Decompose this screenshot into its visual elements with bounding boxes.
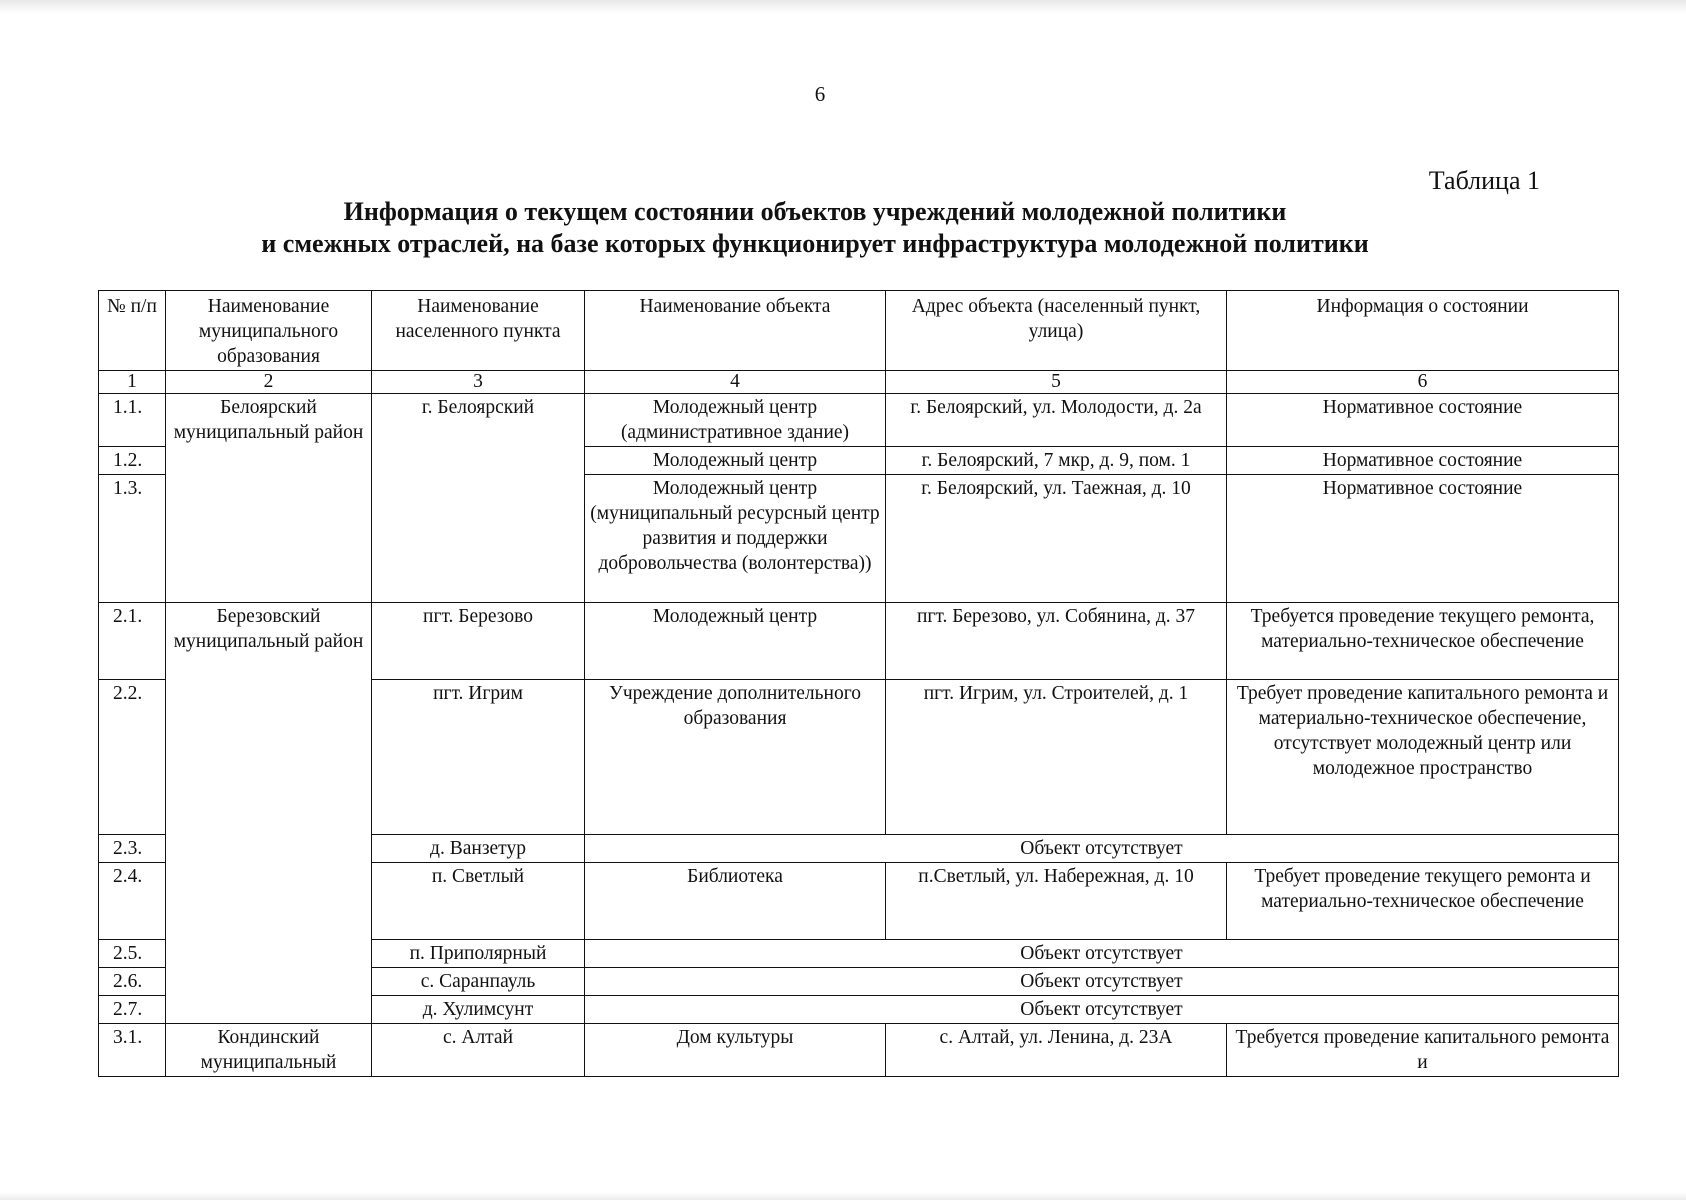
- status-cell: Требуется проведение капитального ремонта и: [1227, 1024, 1619, 1077]
- settlement-cell: пгт. Березово: [372, 603, 585, 680]
- table-header-row: [99, 291, 1619, 371]
- document-title: [200, 196, 1430, 260]
- page-number: 6: [814, 82, 826, 106]
- status-cell: Требует проведение текущего ремонта и материально-техническое обеспечение: [1227, 863, 1619, 940]
- no-object-cell: Объект отсутствует: [585, 968, 1619, 996]
- youth-policy-objects-table: [98, 290, 1619, 1077]
- header-settlement: Наименование населенного пункта: [372, 291, 585, 371]
- object-cell: Библиотека: [585, 863, 886, 940]
- address-cell: пгт. Березово, ул. Собянина, д. 37: [886, 603, 1227, 680]
- no-object-cell: Объект отсутствует: [585, 996, 1619, 1024]
- object-cell: Учреждение дополнительного образования: [585, 680, 886, 835]
- header-address: Адрес объекта (населенный пункт, улица): [886, 291, 1227, 371]
- object-cell: Молодежный центр: [585, 447, 886, 475]
- column-number: 5: [886, 371, 1227, 394]
- object-cell: Молодежный центр (муниципальный ресурсный центр развития и поддержки добровольчества (волонтерства)): [585, 475, 886, 603]
- row-number: 2.1.: [99, 603, 166, 680]
- title-line-1: Информация о текущем состоянии объектов учреждений молодежной политики: [343, 197, 1287, 226]
- column-number: 6: [1227, 371, 1619, 394]
- scan-bottom-edge: [0, 1192, 1686, 1200]
- row-number: 1.3.: [99, 475, 166, 603]
- address-cell: с. Алтай, ул. Ленина, д. 23А: [886, 1024, 1227, 1077]
- row-number: 2.2.: [99, 680, 166, 835]
- row-number: 2.6.: [99, 968, 166, 996]
- status-cell: Требует проведение капитального ремонта и материально-техническое обеспечение, отсутствует молодежный центр или молодежное пространство: [1227, 680, 1619, 835]
- status-cell: Нормативное состояние: [1227, 475, 1619, 603]
- municipality-cell: Березовский муниципальный район: [166, 603, 372, 1024]
- row-number: 1.2.: [99, 447, 166, 475]
- address-cell: г. Белоярский, 7 мкр, д. 9, пом. 1: [886, 447, 1227, 475]
- settlement-cell: г. Белоярский: [372, 394, 585, 603]
- table-row: [99, 394, 1619, 447]
- row-number: 2.7.: [99, 996, 166, 1024]
- table-row: [99, 1024, 1619, 1077]
- settlement-cell: д. Хулимсунт: [372, 996, 585, 1024]
- settlement-cell: д. Ванзетур: [372, 835, 585, 863]
- row-number: 2.4.: [99, 863, 166, 940]
- object-cell: Молодежный центр: [585, 603, 886, 680]
- status-cell: Нормативное состояние: [1227, 394, 1619, 447]
- settlement-cell: с. Алтай: [372, 1024, 585, 1077]
- header-object: Наименование объекта: [585, 291, 886, 371]
- column-numbers-row: [99, 371, 1619, 394]
- settlement-cell: с. Саранпауль: [372, 968, 585, 996]
- municipality-cell: Кондинский муниципальный: [166, 1024, 372, 1077]
- settlement-cell: п. Светлый: [372, 863, 585, 940]
- settlement-cell: пгт. Игрим: [372, 680, 585, 835]
- table-row: [99, 603, 1619, 680]
- row-number: 2.3.: [99, 835, 166, 863]
- row-number: 1.1.: [99, 394, 166, 447]
- municipality-cell: Белоярский муниципальный район: [166, 394, 372, 603]
- address-cell: г. Белоярский, ул. Молодости, д. 2а: [886, 394, 1227, 447]
- object-cell: Молодежный центр (административное здание): [585, 394, 886, 447]
- address-cell: г. Белоярский, ул. Таежная, д. 10: [886, 475, 1227, 603]
- header-municipality: Наименование муниципального образования: [166, 291, 372, 371]
- address-cell: пгт. Игрим, ул. Строителей, д. 1: [886, 680, 1227, 835]
- no-object-cell: Объект отсутствует: [585, 835, 1619, 863]
- column-number: 2: [166, 371, 372, 394]
- settlement-cell: п. Приполярный: [372, 940, 585, 968]
- title-line-2: и смежных отраслей, на базе которых функционирует инфраструктура молодежной политики: [261, 229, 1369, 258]
- status-cell: Требуется проведение текущего ремонта, материально-техническое обеспечение: [1227, 603, 1619, 680]
- object-cell: Дом культуры: [585, 1024, 886, 1077]
- table-label: Таблица 1: [1428, 166, 1540, 195]
- status-cell: Нормативное состояние: [1227, 447, 1619, 475]
- column-number: 1: [99, 371, 166, 394]
- address-cell: п.Светлый, ул. Набережная, д. 10: [886, 863, 1227, 940]
- no-object-cell: Объект отсутствует: [585, 940, 1619, 968]
- column-number: 3: [372, 371, 585, 394]
- row-number: 2.5.: [99, 940, 166, 968]
- row-number: 3.1.: [99, 1024, 166, 1077]
- column-number: 4: [585, 371, 886, 394]
- header-status: Информация о состоянии: [1227, 291, 1619, 371]
- header-num: № п/п: [99, 291, 166, 371]
- scan-top-edge: [0, 0, 1686, 14]
